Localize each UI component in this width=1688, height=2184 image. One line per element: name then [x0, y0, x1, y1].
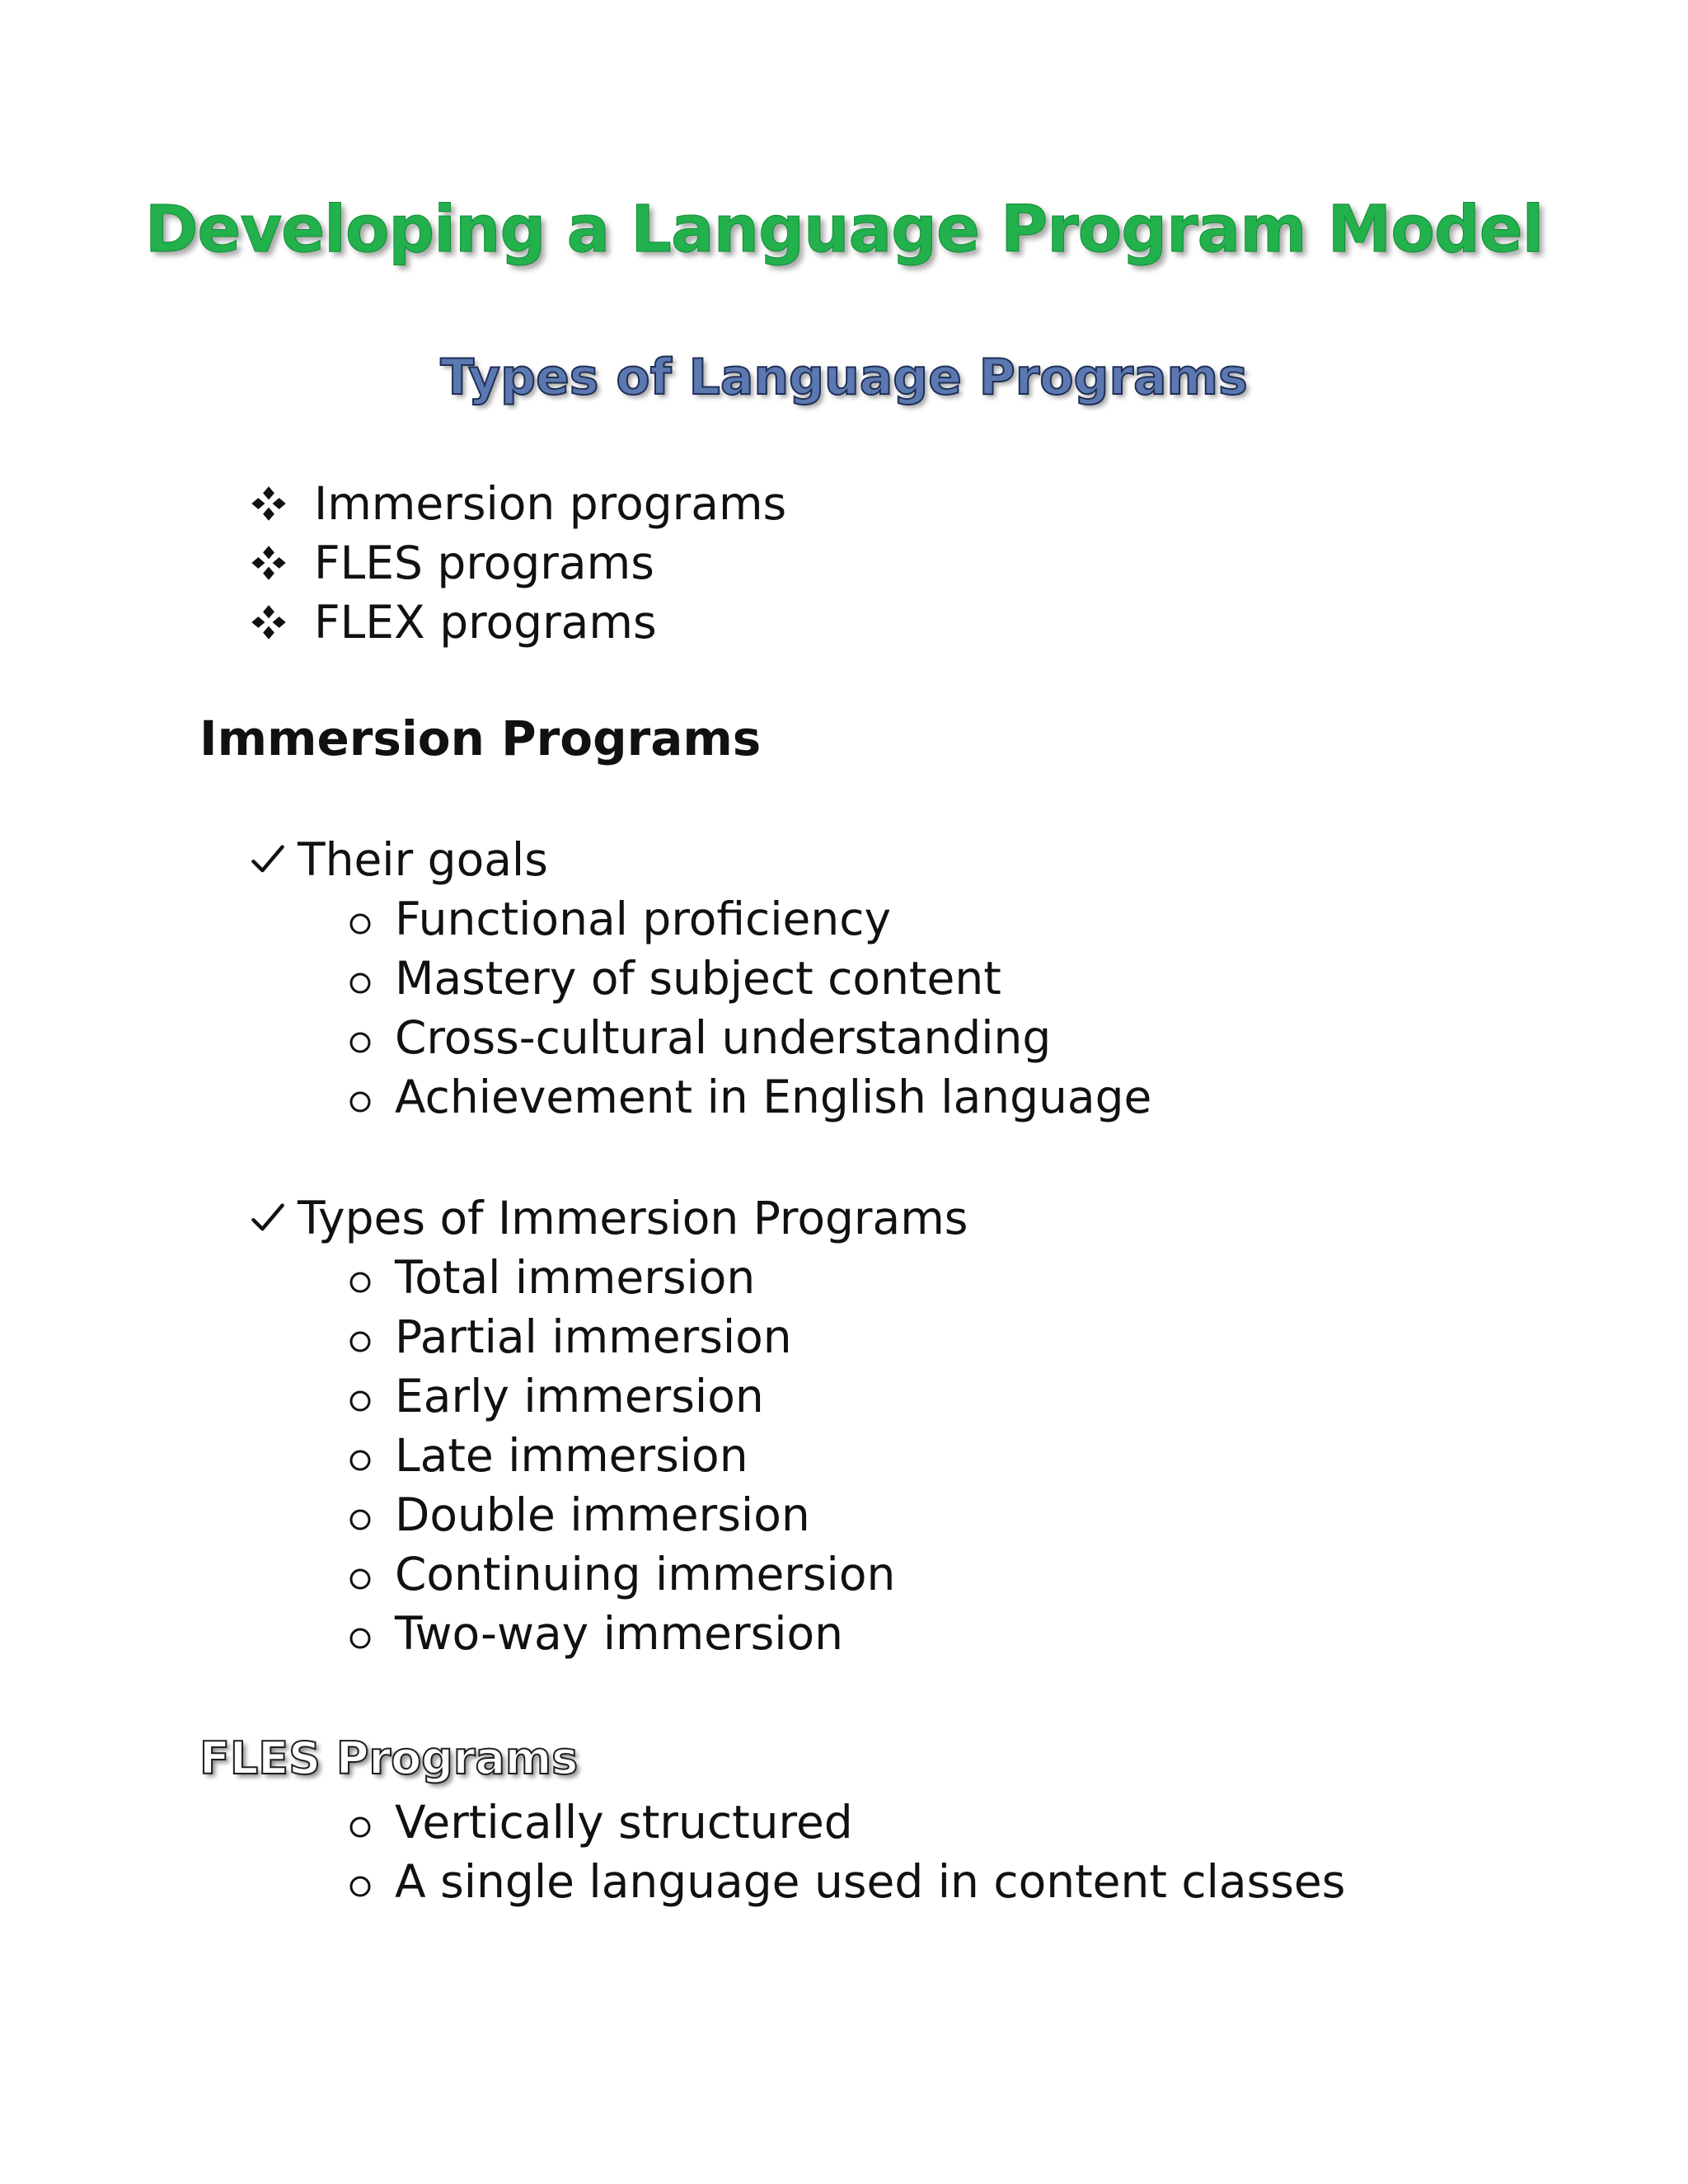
hollow-circle-bullet-icon — [347, 1329, 373, 1355]
hollow-circle-bullet-icon — [347, 1388, 373, 1414]
fles-list — [347, 1793, 1345, 1911]
list-item-text: Immersion programs — [314, 476, 787, 530]
hollow-circle-bullet-icon — [347, 911, 373, 937]
list-item — [347, 1307, 968, 1366]
immersion-types-label-row — [250, 1188, 968, 1248]
checkmark-icon — [250, 841, 286, 878]
hollow-circle-bullet-icon — [347, 970, 373, 996]
goals-label: Their goals — [298, 832, 548, 886]
goals-list — [347, 889, 1151, 1127]
list-item — [250, 593, 786, 652]
page-subtitle: Types of Language Programs — [440, 349, 1248, 406]
list-item — [347, 1485, 968, 1544]
list-item — [347, 1426, 968, 1485]
list-item — [347, 1008, 1151, 1067]
list-item — [347, 1248, 968, 1307]
list-item — [347, 1544, 968, 1604]
list-item-text: Mastery of subject content — [395, 951, 1001, 1005]
goals-group — [250, 830, 1151, 1127]
list-item-text: Vertically structured — [395, 1795, 853, 1849]
immersion-section-heading: Immersion Programs — [199, 710, 762, 766]
four-diamond-bullet-icon — [250, 544, 288, 582]
list-item-text: Continuing immersion — [395, 1547, 896, 1601]
list-item — [347, 1366, 968, 1426]
list-item-text: Two-way immersion — [395, 1606, 844, 1660]
hollow-circle-bullet-icon — [347, 1873, 373, 1900]
list-item — [347, 889, 1151, 949]
hollow-circle-bullet-icon — [347, 1447, 373, 1474]
list-item — [347, 949, 1151, 1008]
fles-section-heading: FLES Programs — [199, 1732, 579, 1784]
program-types-list — [250, 474, 786, 652]
list-item — [250, 533, 786, 593]
list-item-text: Partial immersion — [395, 1310, 792, 1363]
list-item — [347, 1852, 1345, 1911]
checkmark-icon — [250, 1200, 286, 1236]
list-item — [347, 1604, 968, 1663]
hollow-circle-bullet-icon — [347, 1269, 373, 1296]
list-item-text: Achievement in English language — [395, 1070, 1152, 1123]
goals-label-row — [250, 830, 1151, 889]
immersion-types-group — [250, 1188, 968, 1663]
hollow-circle-bullet-icon — [347, 1814, 373, 1840]
page-title: Developing a Language Program Model — [144, 193, 1544, 267]
list-item — [347, 1793, 1345, 1852]
list-item-text: A single language used in content classes — [395, 1854, 1346, 1908]
four-diamond-bullet-icon — [250, 485, 288, 523]
list-item-text: FLEX programs — [314, 595, 657, 649]
list-item-text: Early immersion — [395, 1369, 764, 1422]
list-item-text: FLES programs — [314, 536, 654, 589]
list-item-text: Double immersion — [395, 1488, 810, 1541]
hollow-circle-bullet-icon — [347, 1566, 373, 1592]
immersion-types-list — [347, 1248, 968, 1663]
list-item-text: Functional proficiency — [395, 892, 892, 945]
hollow-circle-bullet-icon — [347, 1625, 373, 1652]
list-item — [347, 1067, 1151, 1127]
immersion-types-label: Types of Immersion Programs — [298, 1191, 968, 1244]
list-item-text: Total immersion — [395, 1250, 756, 1304]
four-diamond-bullet-icon — [250, 603, 288, 641]
hollow-circle-bullet-icon — [347, 1089, 373, 1115]
hollow-circle-bullet-icon — [347, 1029, 373, 1056]
list-item-text: Late immersion — [395, 1428, 748, 1482]
list-item-text: Cross-cultural understanding — [395, 1010, 1052, 1064]
list-item — [250, 474, 786, 533]
hollow-circle-bullet-icon — [347, 1507, 373, 1533]
